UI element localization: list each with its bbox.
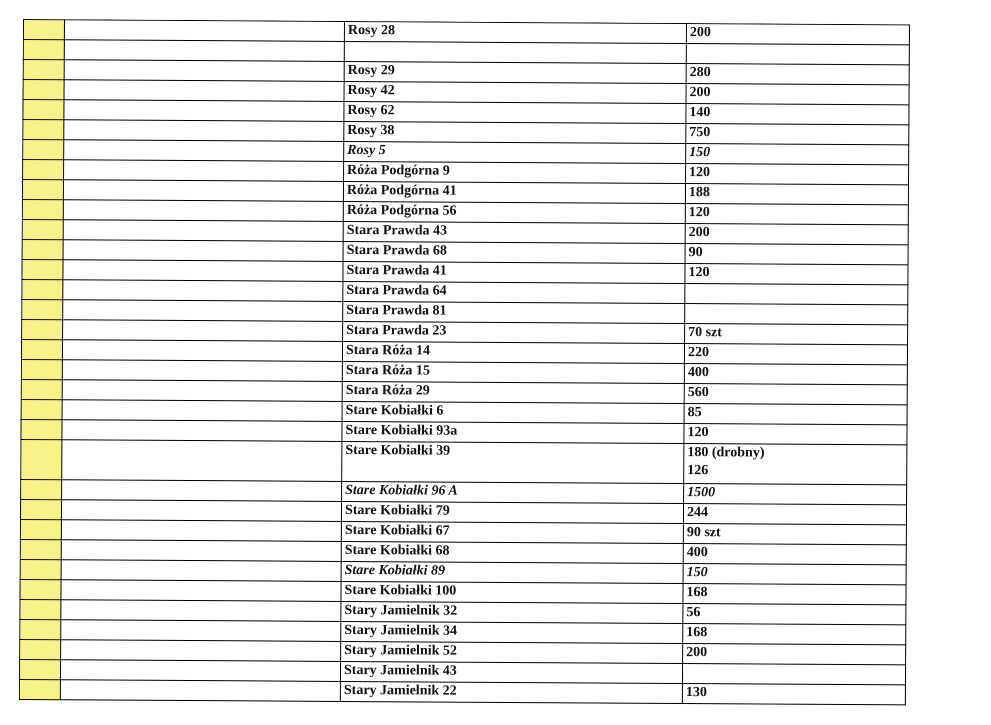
address-text: Stary Jamielnik 52 (344, 642, 457, 659)
address-cell (343, 241, 685, 263)
quantity-cell (683, 544, 906, 565)
quantity-text: 200 (686, 645, 708, 661)
empty-cell (63, 280, 343, 302)
empty-cell (64, 160, 344, 182)
highlight-cell (20, 639, 61, 659)
empty-cell (61, 640, 341, 662)
quantity-cell (685, 244, 908, 265)
address-text: Stare Kobiałki 89 (344, 562, 446, 579)
quantity-text: 220 (687, 345, 710, 361)
quantity-cell (686, 104, 909, 125)
address-text: Stare Kobiałki 39 (345, 442, 451, 459)
table-body (19, 20, 909, 705)
address-text: Stara Prawda 43 (346, 222, 448, 239)
quantity-text: 120 (688, 205, 710, 221)
quantity-text: 120 (687, 425, 709, 441)
quantity-cell (683, 504, 906, 525)
empty-cell (62, 360, 342, 382)
empty-cell (63, 260, 343, 282)
empty-cell (62, 380, 342, 402)
address-text: Rosy 29 (347, 62, 395, 79)
quantity-text: 168 (686, 585, 708, 601)
address-cell (342, 441, 684, 483)
quantity-text: 168 (686, 625, 708, 641)
empty-cell (64, 100, 344, 122)
address-text: Stara Prawda 41 (346, 262, 447, 279)
address-text: Stary Jamielnik 34 (344, 622, 458, 639)
address-text: Stare Kobiałki 100 (344, 582, 457, 599)
address-text: Rosy 28 (347, 22, 396, 39)
empty-cell (61, 540, 341, 562)
address-text: Stara Róża 15 (345, 362, 430, 379)
address-text: Rosy 62 (347, 102, 395, 119)
address-text: Stary Jamielnik 43 (343, 662, 457, 679)
quantity-text: 200 (688, 225, 710, 241)
address-text: Stara Prawda 81 (346, 302, 447, 319)
highlight-cell (20, 599, 61, 619)
address-text: Stare Kobiałki 93a (345, 422, 458, 439)
quantity-cell (683, 524, 906, 545)
quantity-text: 750 (689, 125, 711, 141)
address-text: Stara Prawda 64 (346, 282, 447, 299)
empty-cell (64, 140, 344, 162)
address-text: Rosy 38 (347, 122, 395, 139)
highlight-cell (20, 559, 61, 579)
address-cell (342, 401, 684, 423)
highlight-cell (21, 399, 62, 419)
address-cell (340, 661, 682, 683)
quantity-text (688, 284, 907, 285)
quantity-cell (684, 364, 907, 385)
quantity-text: 200 (689, 85, 711, 101)
highlight-cell (23, 100, 64, 120)
quantity-text: 130 (685, 685, 707, 701)
quantity-text: 126 (687, 463, 709, 479)
address-cell (344, 121, 686, 143)
address-cell (344, 61, 686, 83)
address-text: Rosy 42 (347, 82, 395, 99)
address-cell (343, 181, 685, 203)
quantity-text: 400 (687, 365, 709, 381)
empty-cell (62, 400, 342, 422)
address-text: Stara Róża 14 (345, 342, 431, 359)
empty-cell (63, 200, 343, 222)
address-cell (341, 641, 683, 663)
quantity-cell (685, 264, 908, 285)
highlight-cell (22, 279, 63, 299)
highlight-cell (23, 140, 64, 160)
quantity-cell (682, 684, 905, 705)
empty-cell (63, 320, 343, 342)
address-text: Stare Kobiałki 68 (344, 542, 450, 559)
highlight-cell (21, 339, 62, 359)
quantity-cell (686, 64, 909, 85)
address-cell (341, 521, 683, 543)
address-cell (341, 561, 683, 583)
address-cell (344, 21, 686, 43)
address-cell (341, 541, 683, 563)
empty-cell (62, 340, 342, 362)
quantity-text: 188 (688, 185, 710, 201)
empty-cell (61, 500, 341, 522)
highlight-cell (20, 519, 61, 539)
quantity-cell (683, 624, 906, 645)
quantity-text: 90 (688, 245, 703, 261)
address-cell (340, 681, 682, 703)
highlight-cell (22, 259, 63, 279)
quantity-cell (684, 384, 907, 405)
address-cell (344, 41, 686, 63)
highlight-cell (22, 180, 63, 200)
quantity-cell (684, 344, 907, 365)
table-row (19, 679, 905, 704)
address-cell (343, 281, 685, 303)
highlight-cell (21, 419, 62, 439)
address-cell (341, 501, 683, 523)
empty-cell (62, 480, 342, 502)
quantity-cell (685, 324, 908, 345)
quantity-text: 90 szt (686, 525, 721, 541)
quantity-cell (683, 584, 906, 605)
address-text: Róża Podgórna 9 (347, 162, 450, 179)
highlight-cell (20, 619, 61, 639)
highlight-cell (20, 499, 61, 519)
inventory-table (19, 19, 910, 705)
quantity-text: 280 (689, 65, 711, 81)
address-cell (344, 141, 686, 163)
empty-cell (61, 560, 341, 582)
highlight-cell (22, 199, 63, 219)
address-cell (344, 81, 686, 103)
address-cell (342, 421, 684, 443)
address-text: Stara Prawda 23 (346, 322, 447, 339)
empty-cell (60, 660, 340, 682)
empty-cell (64, 120, 344, 142)
address-cell (342, 341, 684, 363)
highlight-cell (21, 379, 62, 399)
quantity-cell (686, 124, 909, 145)
empty-cell (61, 580, 341, 602)
quantity-text: 400 (686, 545, 708, 561)
address-cell (343, 261, 685, 283)
highlight-cell (23, 120, 64, 140)
highlight-cell (23, 40, 64, 60)
quantity-text: 560 (687, 385, 709, 401)
empty-cell (63, 180, 343, 202)
address-text: Stare Kobiałki 6 (345, 402, 444, 419)
address-text: Stara Róża 29 (345, 382, 430, 399)
quantity-cell (684, 404, 907, 425)
quantity-cell (686, 144, 909, 165)
quantity-text: 140 (689, 105, 711, 121)
quantity-cell (685, 184, 908, 205)
address-text: Stare Kobiałki 67 (344, 522, 450, 539)
quantity-cell (685, 304, 908, 325)
highlight-cell (23, 60, 64, 80)
address-text: Róża Podgórna 56 (346, 202, 457, 219)
quantity-text: 85 (687, 405, 702, 421)
empty-cell (62, 440, 342, 482)
highlight-cell (21, 439, 62, 479)
empty-cell (61, 620, 341, 642)
empty-cell (63, 240, 343, 262)
address-cell (341, 601, 683, 623)
highlight-cell (22, 219, 63, 239)
quantity-text: 244 (686, 505, 709, 521)
address-text: Stara Prawda 68 (346, 242, 447, 259)
quantity-cell (686, 164, 909, 185)
empty-cell (63, 220, 343, 242)
quantity-text (688, 304, 907, 305)
address-text: Stary Jamielnik 22 (343, 682, 457, 699)
address-cell (342, 361, 684, 383)
quantity-cell (685, 224, 908, 245)
address-cell (341, 621, 683, 643)
address-cell (344, 161, 686, 183)
highlight-cell (23, 160, 64, 180)
quantity-cell (683, 564, 906, 585)
quantity-text (686, 664, 905, 665)
quantity-cell (686, 44, 909, 65)
address-text: Stary Jamielnik 32 (344, 602, 458, 619)
quantity-cell (684, 444, 907, 485)
quantity-cell (684, 484, 907, 505)
highlight-cell (19, 659, 60, 679)
address-cell (343, 221, 685, 243)
empty-cell (64, 80, 344, 102)
address-text: Stare Kobiałki 96 A (345, 482, 458, 499)
empty-cell (63, 300, 343, 322)
quantity-text (690, 44, 909, 45)
address-text: Rosy 5 (347, 142, 386, 159)
quantity-text: 150 (686, 565, 708, 581)
document-sheet (19, 19, 915, 725)
quantity-cell (683, 644, 906, 665)
address-cell (342, 481, 684, 503)
highlight-cell (23, 80, 64, 100)
table-row (21, 439, 907, 484)
empty-cell (62, 420, 342, 442)
address-cell (343, 321, 685, 343)
quantity-cell (686, 24, 909, 45)
quantity-cell (685, 284, 908, 305)
quantity-cell (686, 84, 909, 105)
address-text: Stare Kobiałki 79 (344, 502, 450, 519)
empty-cell (64, 60, 344, 82)
empty-cell (64, 40, 344, 62)
address-cell (344, 101, 686, 123)
highlight-cell (20, 579, 61, 599)
highlight-cell (22, 239, 63, 259)
highlight-cell (19, 679, 60, 699)
highlight-cell (22, 299, 63, 319)
quantity-cell (685, 204, 908, 225)
quantity-text: 180 (drobny) (687, 445, 765, 461)
quantity-text: 120 (689, 165, 711, 181)
highlight-cell (22, 319, 63, 339)
address-cell (342, 381, 684, 403)
highlight-cell (21, 359, 62, 379)
quantity-text: 1500 (687, 485, 716, 501)
empty-cell (61, 600, 341, 622)
quantity-text: 70 szt (688, 325, 722, 341)
address-cell (341, 581, 683, 603)
quantity-text: 200 (689, 25, 711, 41)
empty-cell (61, 520, 341, 542)
highlight-cell (20, 539, 61, 559)
quantity-text: 120 (688, 265, 710, 281)
quantity-text: 56 (686, 605, 701, 621)
highlight-cell (21, 479, 62, 499)
address-cell (343, 301, 685, 323)
empty-cell (64, 20, 344, 42)
highlight-cell (23, 20, 64, 40)
quantity-text: 150 (689, 145, 711, 161)
quantity-cell (682, 664, 905, 685)
quantity-cell (683, 604, 906, 625)
empty-cell (60, 680, 340, 702)
address-cell (343, 201, 685, 223)
address-text: Róża Podgórna 41 (346, 182, 457, 199)
quantity-cell (684, 424, 907, 445)
